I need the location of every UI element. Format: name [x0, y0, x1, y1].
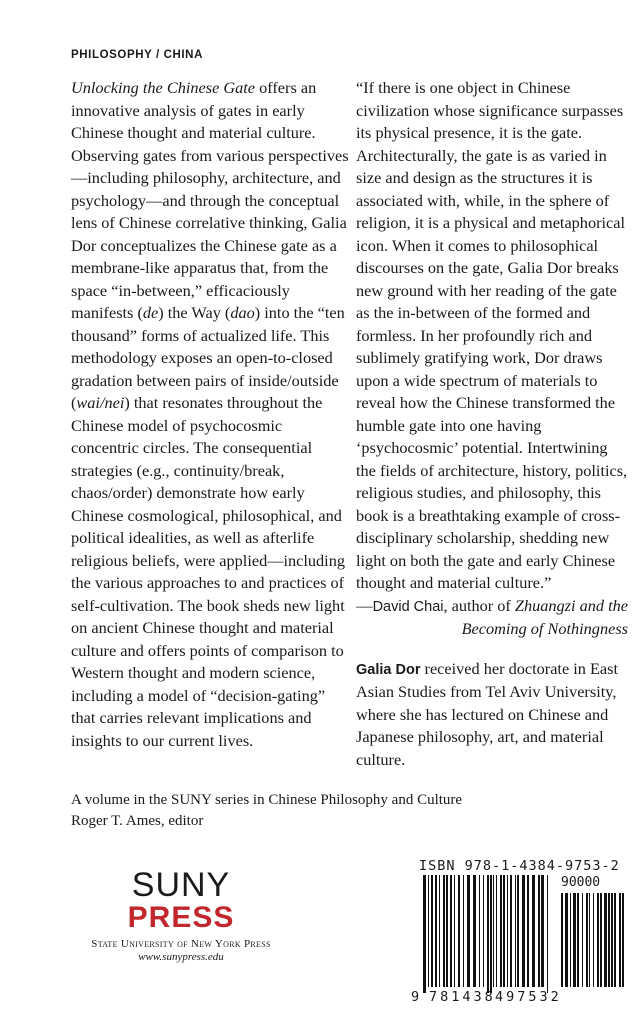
- barcode-addon-bar: [619, 893, 621, 987]
- isbn-barcode: [411, 858, 629, 1012]
- description-text-1: offers an innovative analysis of gates in early Chinese thought and material culture. Observing gates from various perspectives—including philosophy, architecture, and psychology—and through the conceptual lens of Chinese correlative thinking, Galia Dor conceptualizes the Chinese gate as a membrane-like apparatus that, from the space “in-between,” efficaciously manifests (: [71, 78, 349, 322]
- barcode-addon-bar: [577, 893, 579, 987]
- description-text-3: ) into the “ten thousand” forms of actualized life. This methodology exposes an open-to-closed gradation between pairs of inside/outside (: [71, 303, 345, 412]
- barcode-bar: [479, 875, 480, 987]
- attribution-dash: —: [356, 595, 373, 615]
- barcode-bar: [500, 875, 502, 987]
- barcode-bar: [463, 875, 464, 987]
- barcode-bar: [496, 875, 497, 987]
- series-editor: Roger T. Ames, editor: [71, 813, 204, 829]
- barcode-bar: [467, 875, 470, 987]
- barcode-bar: [454, 875, 455, 987]
- barcode-bar: [428, 875, 429, 987]
- barcode-bar: [458, 875, 460, 987]
- barcode-bar: [547, 875, 548, 993]
- publisher-url: www.sunypress.edu: [138, 951, 224, 963]
- barcode-bar: [490, 875, 492, 993]
- description-text-2: ) the Way (: [158, 303, 231, 322]
- barcode-digit-lead: 9: [411, 989, 420, 1005]
- endorser-book-title: Zhuangzi and the Becoming of Nothingness: [461, 595, 628, 638]
- barcode-addon-bar: [582, 893, 583, 987]
- barcode-addon-bar: [597, 893, 599, 987]
- author-name: Galia Dor: [356, 661, 421, 678]
- endorsement-attribution: [356, 595, 628, 641]
- barcode-bar: [431, 875, 433, 987]
- endorser-affiliation: , author of: [443, 595, 515, 615]
- barcode-addon-bar: [573, 893, 576, 987]
- barcode-digits-right: 497532: [495, 989, 562, 1005]
- barcode-addon-bar: [600, 893, 602, 987]
- author-bio: [356, 658, 628, 772]
- barcode-addon-bar: [614, 893, 616, 987]
- barcode-bar: [493, 875, 494, 987]
- barcode-bar: [507, 875, 508, 987]
- barcode-bar: [517, 875, 519, 987]
- barcode-bar: [439, 875, 440, 987]
- term-dao: dao: [230, 303, 255, 322]
- barcode-addon-bar: [561, 893, 563, 987]
- barcode-addon-bar: [611, 893, 613, 987]
- press-wordmark: PRESS: [127, 901, 235, 934]
- description-paragraph: [71, 77, 353, 752]
- barcode-addon-bar: [608, 893, 610, 987]
- barcode-bar: [538, 875, 540, 987]
- term-de: de: [142, 303, 159, 322]
- barcode-bar: [435, 875, 437, 987]
- series-info: [71, 790, 551, 832]
- suny-wordmark: SUNY: [131, 866, 231, 904]
- description-text-4: ) that resonates throughout the Chinese model of psychocosmic concentric circles. The consequential strategies (e.g., continuity/break, chaos/order) demonstrate how early Chinese cosmological, philosophical, and political idealities, as well as afterlife religious beliefs, were applied—including the various approaches to and practices of self-cultivation. The book sheds new light on ancient Chinese thought and material culture and offers points of comparison to Western thought and modern science, including a model of “decision-gating” that carries relevant implications and insights to our current lives.: [71, 393, 345, 750]
- endorser-name: David Chai: [372, 598, 444, 615]
- price-code: 90000: [561, 875, 601, 890]
- barcode-bar: [503, 875, 505, 987]
- series-line: A volume in the SUNY series in Chinese Philosophy and Culture: [71, 792, 463, 808]
- barcode-bar: [541, 875, 544, 987]
- barcode-addon-bar: [586, 893, 588, 987]
- author-bio-text: received her doctorate in East Asian Studies from Tel Aviv University, where she has lectured on Chinese and Japanese philosophy, art, and material culture.: [356, 658, 619, 769]
- barcode-bar: [487, 875, 489, 993]
- barcode-addon-bar: [565, 893, 568, 987]
- barcode-bar: [510, 875, 512, 987]
- barcode-bar: [532, 875, 535, 987]
- barcode-bar: [522, 875, 525, 987]
- publisher-logo: [71, 868, 291, 963]
- barcode-addon-bar: [570, 893, 571, 987]
- barcode-bar: [527, 875, 529, 987]
- endorsement-column: [356, 77, 628, 771]
- barcode-bar: [483, 875, 484, 987]
- book-description: [71, 77, 353, 752]
- publisher-full-name: State University of New York Press: [91, 938, 271, 950]
- book-title-italic: Unlocking the Chinese Gate: [71, 78, 256, 97]
- category-label: PHILOSOPHY / CHINA: [71, 49, 203, 61]
- barcode-addon-bar: [593, 893, 594, 987]
- isbn-number: ISBN 978-1-4384-9753-2: [419, 858, 620, 874]
- barcode-digits-left: 781438: [429, 989, 496, 1005]
- barcode-addon-bar: [604, 893, 607, 987]
- barcode-bar: [446, 875, 448, 987]
- barcode-icon: [411, 875, 629, 995]
- barcode-bar: [515, 875, 516, 987]
- barcode-addon-bar: [622, 893, 624, 987]
- barcode-bar: [423, 875, 426, 993]
- term-wai-nei: wai/nei: [76, 393, 125, 412]
- endorsement-quote: “If there is one object in Chinese civilization whose significance surpasses its physical presence, it is the gate. Architecturally, the gate is as varied in size and design as the structures it is associated with, while, in the sphere of religion, it is a physical and metaphorical icon. When it comes to philosophical discourses on the gate, Galia Dor breaks new ground with her reading of the gate as the in-between of the formed and formless. In her profoundly rich and sublimely gratifying work, Dor draws upon a wide spectrum of materials to reveal how the Chinese transformed the humble gate into one having ‘psychocosmic’ potential. Intertwining the fields of architecture, history, politics, religious studies, and philosophy, this book is a breathtaking example of cross-disciplinary scholarship, shedding new light on both the gate and early Chinese thought and material culture.”: [356, 78, 628, 592]
- barcode-bar: [450, 875, 452, 987]
- barcode-addon-bar: [589, 893, 590, 987]
- barcode-bar: [473, 875, 476, 987]
- barcode-bar: [443, 875, 445, 987]
